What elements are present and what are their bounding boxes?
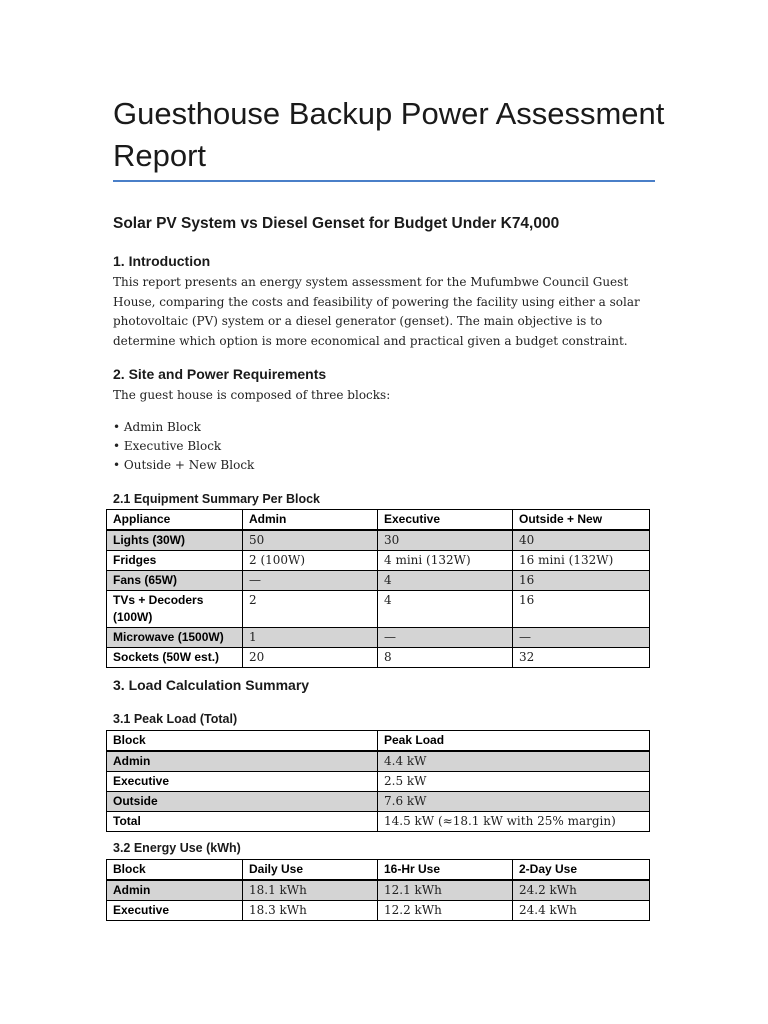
table-cell: 12.1 kWh bbox=[378, 880, 513, 901]
table-row bbox=[107, 812, 650, 832]
table-cell: 7.6 kW bbox=[378, 792, 650, 812]
table-header-row bbox=[107, 510, 650, 531]
table-cell: 2.5 kW bbox=[378, 772, 650, 792]
list-item: • Executive Block bbox=[113, 439, 222, 453]
column-header: Admin bbox=[243, 510, 378, 531]
table-row bbox=[107, 530, 650, 551]
row-label: Fans (65W) bbox=[107, 571, 243, 591]
table-row bbox=[107, 901, 650, 921]
table-cell: 18.1 kWh bbox=[243, 880, 378, 901]
table-row bbox=[107, 628, 650, 648]
peak-load-table bbox=[106, 730, 650, 832]
subsection-heading-peak-load: 3.1 Peak Load (Total) bbox=[113, 712, 238, 726]
block-list bbox=[113, 418, 254, 475]
table-row bbox=[107, 551, 650, 571]
title-divider bbox=[113, 180, 655, 182]
column-header: Appliance bbox=[107, 510, 243, 531]
energy-use-table bbox=[106, 859, 650, 921]
table-cell: 20 bbox=[243, 648, 378, 668]
table-header-row bbox=[107, 860, 650, 881]
table-cell: 16 mini (132W) bbox=[513, 551, 650, 571]
table-cell: 18.3 kWh bbox=[243, 901, 378, 921]
report-title: Guesthouse Backup Power Assessment Report bbox=[113, 96, 665, 173]
row-label: Fridges bbox=[107, 551, 243, 571]
column-header: 16-Hr Use bbox=[378, 860, 513, 881]
column-header: Block bbox=[107, 860, 243, 881]
equipment-table bbox=[106, 509, 650, 668]
column-header: Peak Load bbox=[378, 731, 650, 752]
table-cell: 1 bbox=[243, 628, 378, 648]
introduction-paragraph: This report presents an energy system assessment for the Mufumbwe Council Guest House, comparing the costs and feasibility of powering the facility using either a solar photovoltaic (PV) system or a diesel generator (genset). The main objective is to determine which option is more economical and practical given a budget constraint. bbox=[113, 275, 640, 348]
list-item: • Outside + New Block bbox=[113, 458, 255, 472]
table-cell: — bbox=[378, 628, 513, 648]
report-subtitle: Solar PV System vs Diesel Genset for Budget Under K74,000 bbox=[113, 215, 560, 232]
table-cell: 4 mini (132W) bbox=[378, 551, 513, 571]
table-cell: 30 bbox=[378, 530, 513, 551]
table-cell: 16 bbox=[513, 571, 650, 591]
row-label: Executive bbox=[107, 901, 243, 921]
column-header: Daily Use bbox=[243, 860, 378, 881]
table-row bbox=[107, 880, 650, 901]
table-cell: 8 bbox=[378, 648, 513, 668]
section-heading-load: 3. Load Calculation Summary bbox=[113, 677, 310, 693]
table-cell: 40 bbox=[513, 530, 650, 551]
row-label: Admin bbox=[107, 880, 243, 901]
table-cell: 4 bbox=[378, 571, 513, 591]
row-label: Sockets (50W est.) bbox=[107, 648, 243, 668]
table-cell: 2 (100W) bbox=[243, 551, 378, 571]
section-heading-site: 2. Site and Power Requirements bbox=[113, 366, 327, 382]
column-header: Block bbox=[107, 731, 378, 752]
table-cell: 4.4 kW bbox=[378, 751, 650, 772]
table-cell: 4 bbox=[378, 591, 513, 628]
table-cell: — bbox=[243, 571, 378, 591]
table-cell: 50 bbox=[243, 530, 378, 551]
table-row bbox=[107, 772, 650, 792]
row-label: TVs + Decoders (100W) bbox=[107, 591, 243, 628]
list-item: • Admin Block bbox=[113, 420, 201, 434]
table-header-row bbox=[107, 731, 650, 752]
section-heading-introduction: 1. Introduction bbox=[113, 253, 211, 269]
subsection-heading-equipment: 2.1 Equipment Summary Per Block bbox=[113, 492, 321, 506]
table-row bbox=[107, 571, 650, 591]
row-label: Total bbox=[107, 812, 378, 832]
table-row bbox=[107, 792, 650, 812]
row-label: Lights (30W) bbox=[107, 530, 243, 551]
table-cell: 14.5 kW (≈18.1 kW with 25% margin) bbox=[378, 812, 650, 832]
table-cell: 16 bbox=[513, 591, 650, 628]
table-cell: — bbox=[513, 628, 650, 648]
row-label: Executive bbox=[107, 772, 378, 792]
table-row bbox=[107, 648, 650, 668]
table-cell: 12.2 kWh bbox=[378, 901, 513, 921]
table-row bbox=[107, 751, 650, 772]
table-cell: 32 bbox=[513, 648, 650, 668]
row-label: Outside bbox=[107, 792, 378, 812]
column-header: Executive bbox=[378, 510, 513, 531]
table-cell: 24.2 kWh bbox=[513, 880, 650, 901]
column-header: Outside + New bbox=[513, 510, 650, 531]
table-cell: 24.4 kWh bbox=[513, 901, 650, 921]
table-row bbox=[107, 591, 650, 628]
site-paragraph: The guest house is composed of three blocks: bbox=[113, 388, 391, 402]
column-header: 2-Day Use bbox=[513, 860, 650, 881]
row-label: Microwave (1500W) bbox=[107, 628, 243, 648]
table-cell: 2 bbox=[243, 591, 378, 628]
row-label: Admin bbox=[107, 751, 378, 772]
subsection-heading-energy-use: 3.2 Energy Use (kWh) bbox=[113, 841, 241, 855]
